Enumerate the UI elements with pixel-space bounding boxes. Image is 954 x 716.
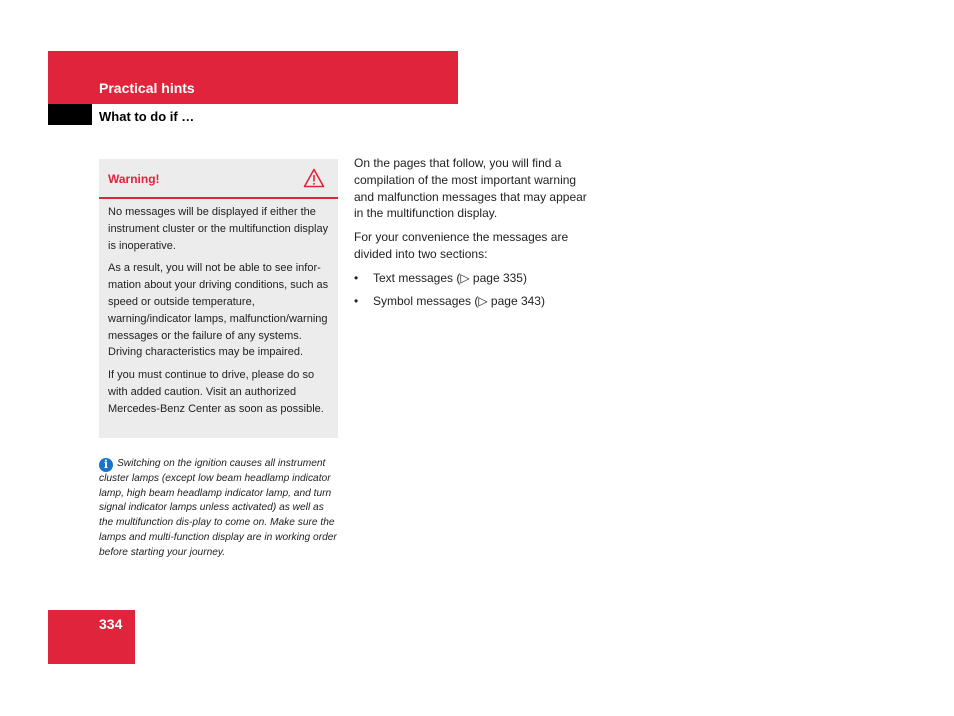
subsection-title: What to do if … [99,109,195,124]
bullet-icon: • [354,270,359,285]
info-note [99,457,340,560]
warning-paragraph: As a result, you will not be able to see infor-mation about your driving conditions, such as speed or outside temperature, warning/indicator lamps, malfunction/warning messages or the failure of any systems. Driving characteristics may be impaired. [108,262,329,359]
warning-header [99,159,338,199]
warning-paragraph: If you must continue to drive, please do so with added caution. Visit an authorized Mercedes-Benz Center as soon as possible. [108,369,324,415]
list-item-text: Text messages (▷ page 335) [373,270,527,285]
warning-label: Warning! [108,172,160,186]
bullet-icon: • [354,293,359,308]
info-note-text: Switching on the ignition causes all instrument cluster lamps (except low beam headlamp indicator lamp, high beam headlamp indicator lamp, and turn signal indicator lamps unless activated) as well as the multifunction dis-play to come on. Make sure the lamps and multi-function display are in working order before starting your journey. [99,458,337,558]
warning-box [99,159,338,438]
section-title: Practical hints [99,80,195,96]
warning-paragraph: No messages will be displayed if either the instrument cluster or the multifunction display is inoperative. [108,206,329,252]
list-item-text: Symbol messages (▷ page 343) [373,293,545,308]
subsection-marker [48,104,92,125]
page-number: 334 [99,616,123,632]
page-number-box [48,610,135,664]
header-band [48,51,458,104]
main-text [354,155,599,315]
list-item [354,293,599,310]
main-paragraph: On the pages that follow, you will find a compilation of the most important warning and malfunction messages that may appear in the multifunction display. [354,156,587,221]
info-icon: i [99,458,113,472]
list-item [354,270,599,287]
warning-body [99,199,338,418]
section-list [354,270,599,310]
main-paragraph: For your convenience the messages are divided into two sections: [354,230,569,261]
warning-triangle-icon [303,168,325,188]
